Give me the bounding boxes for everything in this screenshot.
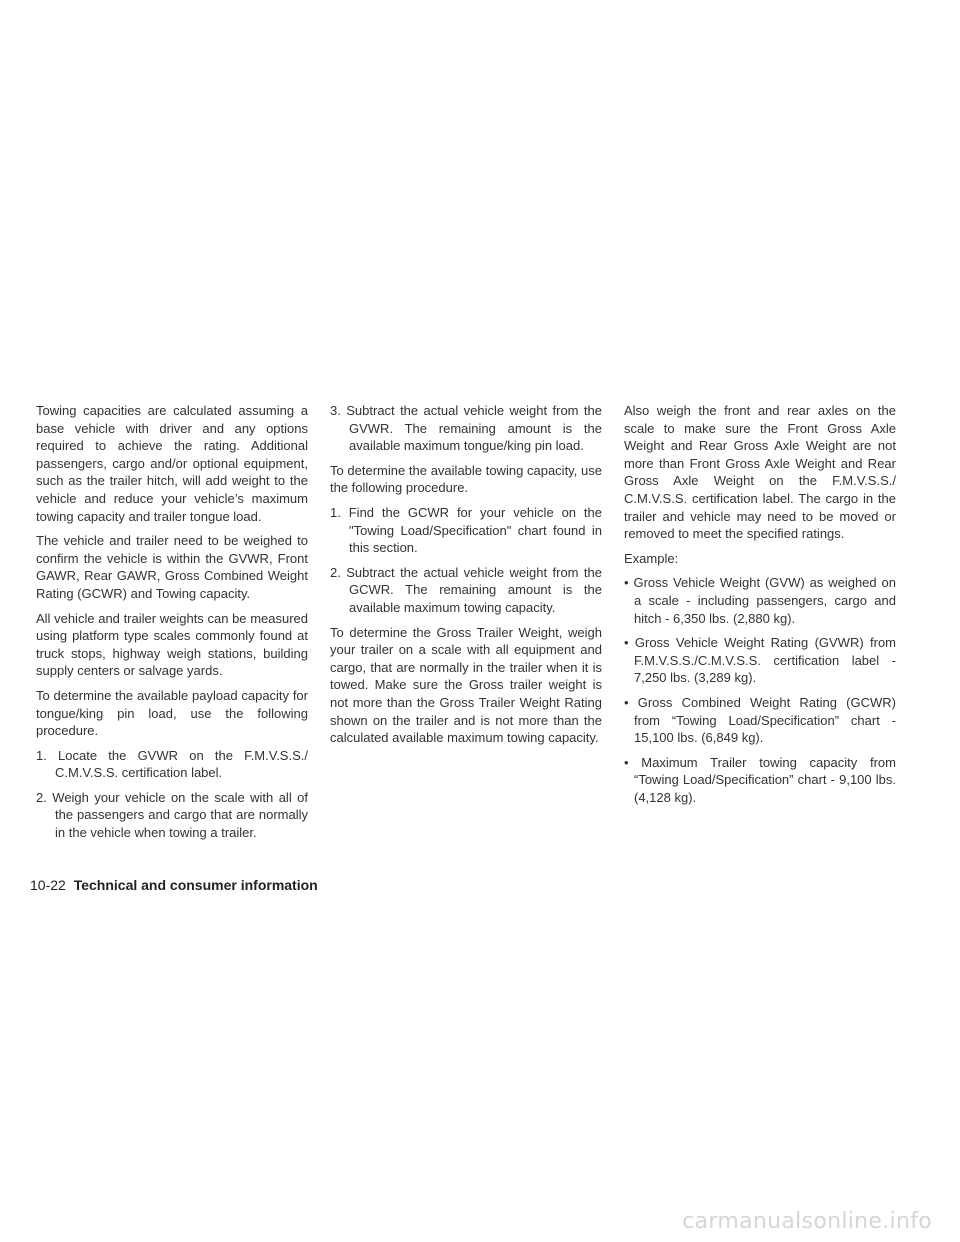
bullet-item-gcwr: • Gross Combined Weight Rating (GCWR) from “Towing Load/Specification” chart - 15,100 lbs. (6,849 kg). bbox=[624, 694, 896, 746]
paragraph-weigh-vehicle: The vehicle and trailer need to be weighed to confirm the vehicle is within the GVWR, Front GAWR, Rear GAWR, Gross Combined Weight Rating (GCWR) and Towing capacity. bbox=[36, 533, 308, 601]
list-item-find-gcwr: 1. Find the GCWR for your vehicle on the "Towing Load/Specification" chart found in this section. bbox=[330, 504, 602, 556]
example-label: Example: bbox=[624, 550, 679, 566]
page-footer bbox=[30, 876, 318, 894]
paragraph-axle-weights: Also weigh the front and rear axles on the scale to make sure the Front Gross Axle Weight and Rear Gross Axle Weight are not more than Front Gross Axle Weight and Rear Gross Axle Weight on the F.M.V.S.S./ C.M.V.S.S. certification label. The cargo in the trailer and vehicle may need to be moved or removed to meet the specified ratings. bbox=[624, 403, 896, 542]
bullet-item-max-towing: • Maximum Trailer towing capacity from “Towing Load/Specification” chart - 9,100 lbs. (4,128 kg). bbox=[624, 754, 896, 805]
watermark: carmanualsonline.info bbox=[682, 1209, 932, 1234]
section-title: Technical and consumer information bbox=[73, 877, 318, 893]
text-column-left bbox=[36, 402, 308, 849]
list-item-locate-gvwr: 1. Locate the GVWR on the F.M.V.S.S./ C.M.V.S.S. certification label. bbox=[36, 747, 308, 781]
bullet-item-gvw: • Gross Vehicle Weight (GVW) as weighed on a scale - including passengers, cargo and hitch - 6,350 lbs. (2,880 kg). bbox=[624, 575, 896, 626]
paragraph-platform-scales: All vehicle and trailer weights can be measured using platform type scales commonly found at truck stops, highway weigh stations, building supply centers or salvage yards. bbox=[36, 610, 308, 679]
list-item-subtract-gvwr: 3. Subtract the actual vehicle weight from the GVWR. The remaining amount is the available maximum tongue/king pin load. bbox=[330, 403, 602, 454]
list-item-subtract-gcwr: 2. Subtract the actual vehicle weight from the GCWR. The remaining amount is the available maximum towing capacity. bbox=[330, 564, 602, 615]
paragraph-gross-trailer-weight: To determine the Gross Trailer Weight, weigh your trailer on a scale with all equipment and cargo, that are normally in the trailer when it is towed. Make sure the Gross trailer weight is not more than the Gross Trailer Weight Rating shown on the trailer and is not more than the calculated available maximum towing capacity. bbox=[330, 624, 602, 746]
bullet-item-gvwr: • Gross Vehicle Weight Rating (GVWR) from F.M.V.S.S./C.M.V.S.S. certification label - 7,250 lbs. (3,289 kg). bbox=[624, 635, 896, 686]
list-item-weigh-vehicle: 2. Weigh your vehicle on the scale with all of the passengers and cargo that are normally in the vehicle when towing a trailer. bbox=[36, 789, 308, 841]
page-number: 10-22 bbox=[30, 877, 66, 893]
paragraph-towing-capacities: Towing capacities are calculated assuming a base vehicle with driver and any options required to achieve the rating. Additional passengers, cargo and/or optional equipment, such as the trailer hitch, will add weight to the vehicle and reduce your vehicle’s maximum towing capacity and trailer tongue load. bbox=[36, 403, 308, 524]
text-column-right bbox=[624, 402, 896, 813]
paragraph-payload-procedure: To determine the available payload capacity for tongue/king pin load, use the following procedure. bbox=[36, 687, 308, 739]
paragraph-towing-procedure: To determine the available towing capacity, use the following procedure. bbox=[330, 462, 602, 496]
text-column-middle bbox=[330, 402, 602, 754]
